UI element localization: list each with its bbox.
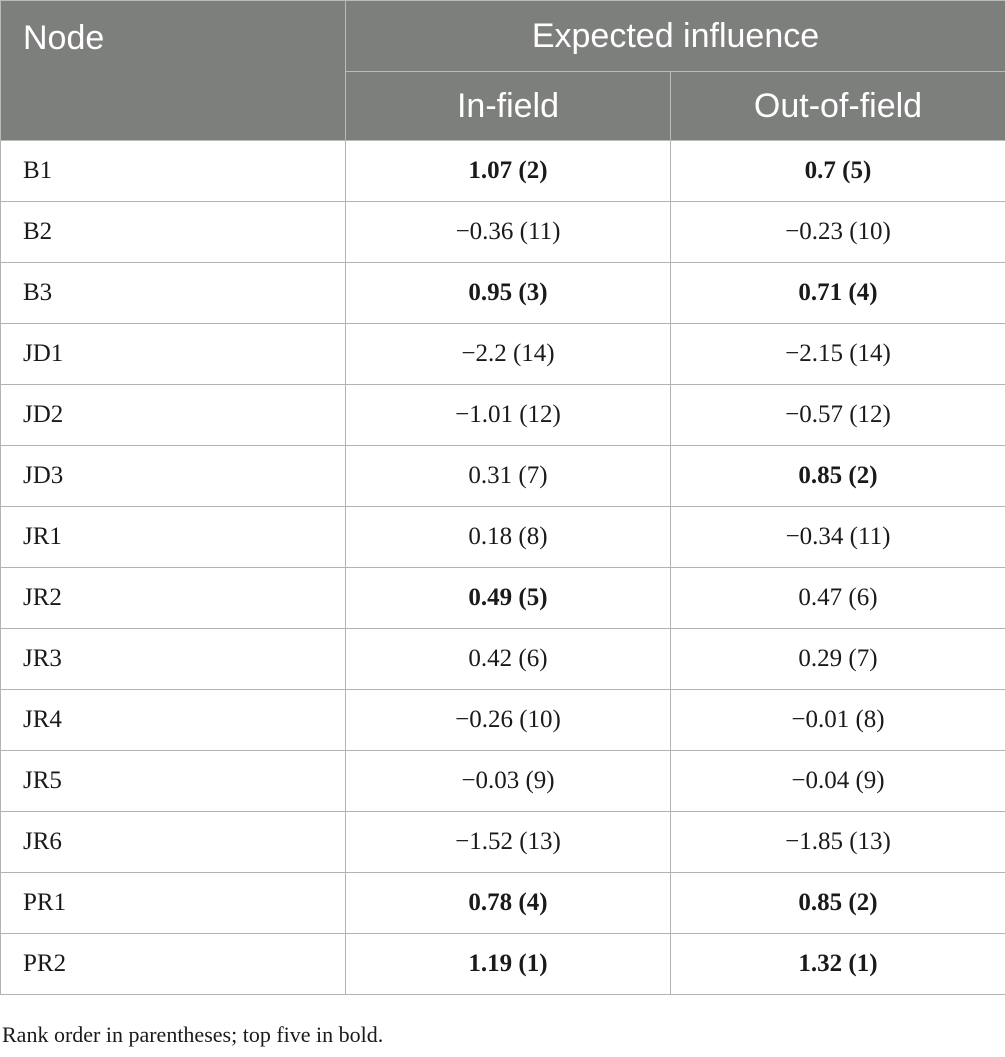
table-row (1, 446, 1005, 507)
table-row (1, 263, 1005, 324)
table-row (1, 507, 1005, 568)
cell-out-of-field: 0.47 (6) (671, 568, 1005, 629)
cell-node: JD2 (1, 385, 346, 446)
cell-node: JR5 (1, 751, 346, 812)
cell-node: JR1 (1, 507, 346, 568)
header-out-of-field: Out-of-field (671, 72, 1005, 141)
header-in-field: In-field (346, 72, 671, 141)
table-body (1, 141, 1005, 995)
cell-in-field: 1.07 (2) (346, 141, 671, 202)
cell-node: PR1 (1, 873, 346, 934)
cell-out-of-field: 0.85 (2) (671, 873, 1005, 934)
table-row (1, 690, 1005, 751)
cell-out-of-field: −2.15 (14) (671, 324, 1005, 385)
cell-out-of-field: −0.04 (9) (671, 751, 1005, 812)
table-row (1, 202, 1005, 263)
table-row (1, 934, 1005, 995)
cell-node: JR6 (1, 812, 346, 873)
cell-in-field: −0.26 (10) (346, 690, 671, 751)
cell-in-field: 1.19 (1) (346, 934, 671, 995)
cell-in-field: −2.2 (14) (346, 324, 671, 385)
cell-out-of-field: 0.7 (5) (671, 141, 1005, 202)
cell-node: JR3 (1, 629, 346, 690)
table-row (1, 629, 1005, 690)
cell-node: JD3 (1, 446, 346, 507)
cell-out-of-field: −0.01 (8) (671, 690, 1005, 751)
cell-in-field: −1.52 (13) (346, 812, 671, 873)
cell-in-field: −0.36 (11) (346, 202, 671, 263)
cell-in-field: 0.95 (3) (346, 263, 671, 324)
header-expected-influence: Expected influence (346, 1, 1005, 72)
cell-out-of-field: −0.57 (12) (671, 385, 1005, 446)
cell-in-field: 0.18 (8) (346, 507, 671, 568)
cell-node: JR2 (1, 568, 346, 629)
cell-out-of-field: 0.29 (7) (671, 629, 1005, 690)
cell-in-field: −1.01 (12) (346, 385, 671, 446)
cell-node: B3 (1, 263, 346, 324)
table-row (1, 751, 1005, 812)
table-row (1, 141, 1005, 202)
cell-node: PR2 (1, 934, 346, 995)
cell-node: B2 (1, 202, 346, 263)
cell-node: JR4 (1, 690, 346, 751)
cell-out-of-field: −0.23 (10) (671, 202, 1005, 263)
cell-in-field: 0.78 (4) (346, 873, 671, 934)
cell-in-field: 0.31 (7) (346, 446, 671, 507)
cell-node: JD1 (1, 324, 346, 385)
table-row (1, 812, 1005, 873)
table-header (1, 1, 1005, 141)
header-node: Node (1, 1, 346, 141)
cell-out-of-field: 0.85 (2) (671, 446, 1005, 507)
cell-out-of-field: 0.71 (4) (671, 263, 1005, 324)
cell-in-field: −0.03 (9) (346, 751, 671, 812)
table-row (1, 568, 1005, 629)
cell-out-of-field: −0.34 (11) (671, 507, 1005, 568)
cell-in-field: 0.42 (6) (346, 629, 671, 690)
cell-out-of-field: −1.85 (13) (671, 812, 1005, 873)
table-row (1, 873, 1005, 934)
table-row (1, 324, 1005, 385)
cell-node: B1 (1, 141, 346, 202)
cell-out-of-field: 1.32 (1) (671, 934, 1005, 995)
cell-in-field: 0.49 (5) (346, 568, 671, 629)
table-row (1, 385, 1005, 446)
table-footnote: Rank order in parentheses; top five in bold. (2, 1022, 384, 1047)
